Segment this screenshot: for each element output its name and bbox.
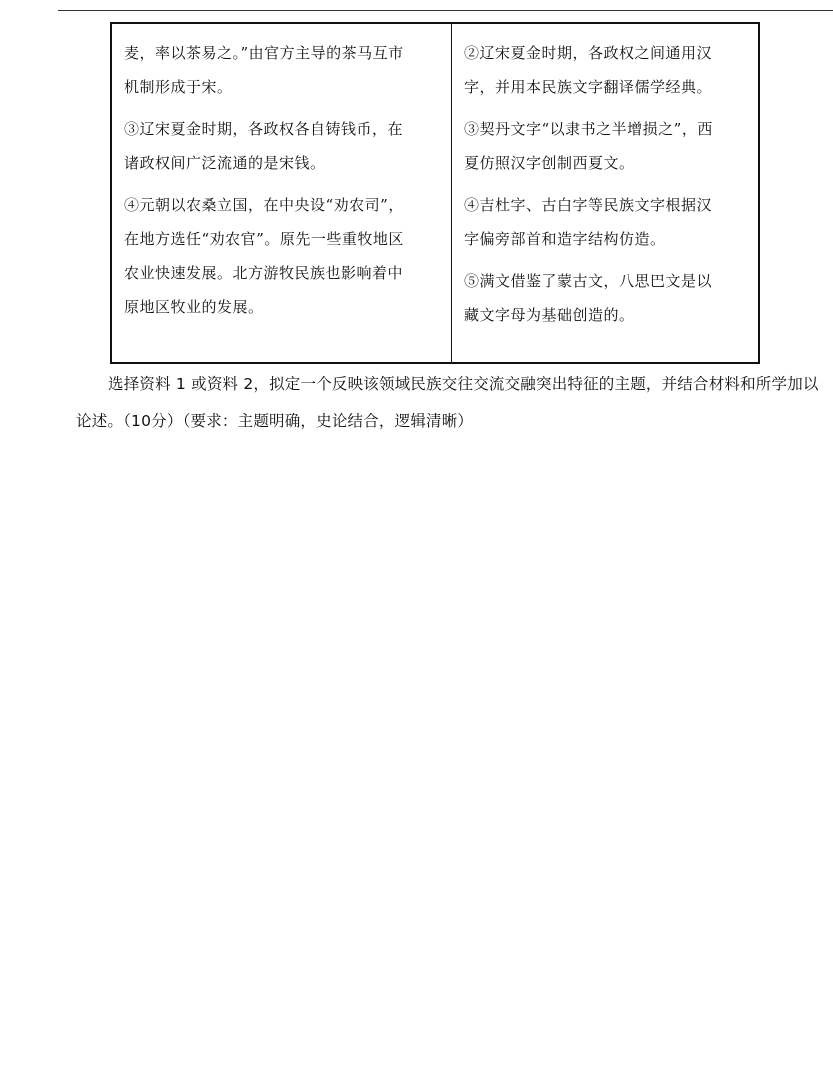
material-2-item: ②辽宋夏金时期，各政权之间通用汉 字，并用本民族文字翻译儒学经典。 [464, 44, 713, 96]
question-prompt: 选择资料 1 或资料 2，拟定一个反映该领域民族交往交流交融突出特征的主题，并结合材料和所学加以论述。（10分）（要求：主题明确，史论结合，逻辑清晰） [76, 375, 819, 430]
material-2-item: ④吉杜字、古白字等民族文字根据汉 字偏旁部首和造字结构仿造。 [464, 196, 713, 248]
source-material-table [110, 22, 760, 364]
material-2-item: ③契丹文字“以隶书之半增损之”，西 夏仿照汉字创制西夏文。 [464, 120, 713, 172]
header-rule [58, 10, 833, 11]
material-2-column [452, 24, 758, 362]
material-2-item: ⑤满文借鉴了蒙古文，八思巴文是以 藏文字母为基础创造的。 [464, 272, 713, 324]
material-1-item: ④元朝以农桑立国，在中央设“劝农司”， 在地方选任“劝农官”。原先一些重牧地区 农业快速发展。北方游牧民族也影响着中 原地区牧业的发展。 [124, 196, 404, 316]
material-1-column [112, 24, 452, 362]
material-1-item: ③辽宋夏金时期，各政权各自铸钱币，在 诸政权间广泛流通的是宋钱。 [124, 120, 404, 172]
material-1-item: 麦，率以茶易之。”由官方主导的茶马互市 机制形成于宋。 [124, 44, 404, 96]
